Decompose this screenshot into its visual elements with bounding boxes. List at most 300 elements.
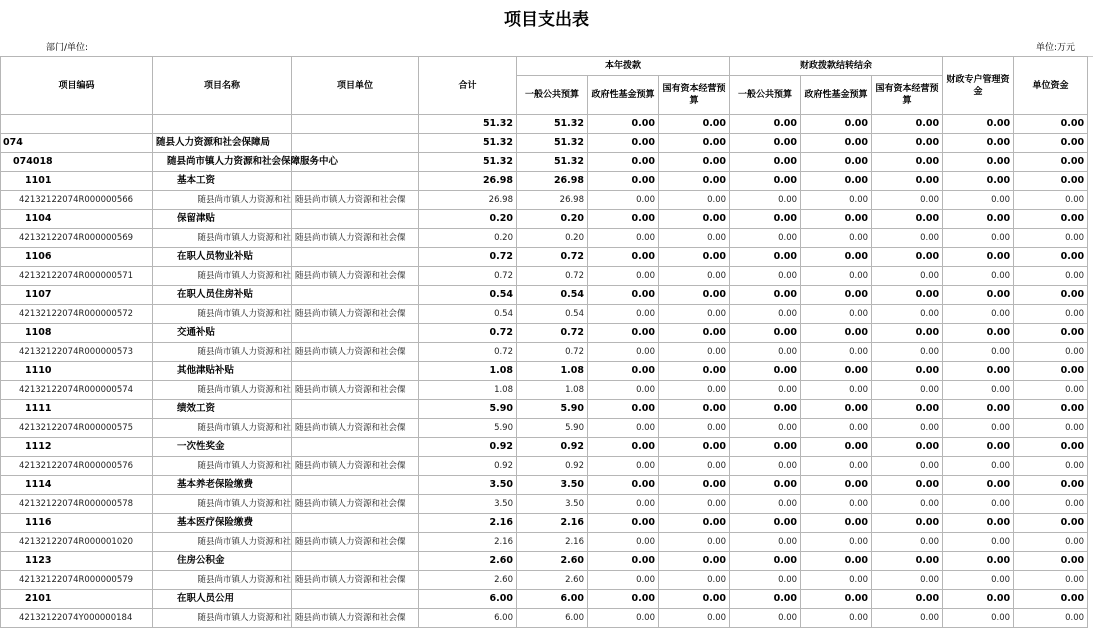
cell-value[interactable]: 0.00 <box>872 248 943 267</box>
cell-value[interactable]: 0.00 <box>659 457 730 476</box>
cell-value[interactable]: 0.00 <box>730 210 801 229</box>
cell-value[interactable]: 0.00 <box>659 609 730 628</box>
cell-value[interactable]: 0.00 <box>588 457 659 476</box>
cell-value[interactable]: 0.00 <box>588 495 659 514</box>
header-carryover[interactable]: 财政拨款结转结余 <box>730 57 943 76</box>
cell-value[interactable]: 0.72 <box>419 324 517 343</box>
cell-value[interactable]: 0.00 <box>943 400 1014 419</box>
cell-value[interactable]: 51.32 <box>419 153 517 172</box>
cell-value[interactable]: 0.54 <box>419 286 517 305</box>
cell-value[interactable]: 0.00 <box>588 172 659 191</box>
cell-value[interactable]: 0.00 <box>730 267 801 286</box>
cell-value[interactable]: 0.00 <box>943 172 1014 191</box>
cell-value[interactable]: 0.00 <box>801 229 872 248</box>
cell-value[interactable]: 0.00 <box>872 153 943 172</box>
cell-value[interactable]: 0.00 <box>659 381 730 400</box>
cell-value[interactable]: 0.00 <box>872 343 943 362</box>
cell-value[interactable]: 2.16 <box>419 533 517 552</box>
cell-value[interactable]: 0.00 <box>872 267 943 286</box>
cell-value[interactable]: 0.00 <box>801 134 872 153</box>
cell-value[interactable]: 0.00 <box>730 514 801 533</box>
cell-value[interactable]: 0.00 <box>943 476 1014 495</box>
cell-code[interactable]: 42132122074R000000573 <box>1 343 153 362</box>
cell-value[interactable]: 0.00 <box>730 115 801 134</box>
cell-value[interactable]: 0.00 <box>1014 343 1088 362</box>
cell-value[interactable]: 0.00 <box>588 514 659 533</box>
cell-value[interactable]: 0.00 <box>730 609 801 628</box>
cell-value[interactable]: 0.00 <box>730 134 801 153</box>
cell-value[interactable]: 5.90 <box>517 419 588 438</box>
header-total[interactable]: 合计 <box>419 57 517 115</box>
cell-value[interactable]: 0.00 <box>588 438 659 457</box>
cell-value[interactable]: 0.00 <box>943 267 1014 286</box>
cell-value[interactable]: 0.00 <box>801 267 872 286</box>
cell-value[interactable]: 0.00 <box>659 305 730 324</box>
cell-value[interactable]: 0.00 <box>943 514 1014 533</box>
cell-value[interactable]: 0.00 <box>872 286 943 305</box>
cell-value[interactable]: 3.50 <box>419 476 517 495</box>
cell-unit[interactable] <box>292 134 419 153</box>
cell-code[interactable]: 2101 <box>1 590 153 609</box>
cell-value[interactable]: 26.98 <box>419 191 517 210</box>
cell-value[interactable]: 2.16 <box>517 533 588 552</box>
cell-value[interactable]: 0.00 <box>730 571 801 590</box>
cell-value[interactable]: 0.00 <box>1014 495 1088 514</box>
cell-value[interactable]: 0.00 <box>872 476 943 495</box>
cell-value[interactable]: 0.00 <box>659 571 730 590</box>
cell-value[interactable]: 0.00 <box>872 552 943 571</box>
cell-value[interactable]: 0.00 <box>801 495 872 514</box>
cell-value[interactable]: 0.00 <box>1014 381 1088 400</box>
cell-value[interactable]: 0.00 <box>588 248 659 267</box>
cell-value[interactable]: 0.00 <box>872 609 943 628</box>
cell-value[interactable]: 51.32 <box>517 153 588 172</box>
cell-value[interactable]: 0.00 <box>730 191 801 210</box>
cell-value[interactable]: 0.00 <box>872 571 943 590</box>
cell-code[interactable]: 1111 <box>1 400 153 419</box>
cell-value[interactable]: 0.00 <box>588 343 659 362</box>
cell-value[interactable]: 0.00 <box>801 381 872 400</box>
cell-value[interactable]: 6.00 <box>419 590 517 609</box>
cell-unit[interactable]: 随县尚市镇人力资源和社会僳 <box>292 229 419 248</box>
cell-value[interactable]: 2.60 <box>517 552 588 571</box>
cell-unit[interactable] <box>292 552 419 571</box>
cell-name[interactable]: 保留津贴 <box>153 210 292 229</box>
cell-code[interactable]: 1112 <box>1 438 153 457</box>
cell-value[interactable]: 0.00 <box>730 457 801 476</box>
cell-value[interactable]: 0.00 <box>872 495 943 514</box>
cell-value[interactable]: 0.00 <box>801 115 872 134</box>
cell-value[interactable]: 0.00 <box>588 229 659 248</box>
cell-value[interactable]: 1.08 <box>419 381 517 400</box>
cell-code[interactable]: 074 <box>1 134 153 153</box>
cell-unit[interactable]: 随县尚市镇人力资源和社会僳 <box>292 457 419 476</box>
cell-value[interactable]: 2.60 <box>419 552 517 571</box>
cell-value[interactable]: 0.00 <box>730 533 801 552</box>
cell-value[interactable]: 0.00 <box>588 191 659 210</box>
cell-value[interactable]: 51.32 <box>517 115 588 134</box>
cell-value[interactable]: 0.54 <box>419 305 517 324</box>
cell-value[interactable]: 2.60 <box>419 571 517 590</box>
cell-value[interactable]: 0.00 <box>943 457 1014 476</box>
cell-value[interactable]: 0.00 <box>872 419 943 438</box>
cell-value[interactable]: 0.00 <box>730 590 801 609</box>
cell-value[interactable]: 0.20 <box>419 229 517 248</box>
cell-name[interactable]: 随县尚市镇人力资源和社 <box>153 495 292 514</box>
cell-name[interactable]: 随县尚市镇人力资源和社 <box>153 381 292 400</box>
cell-value[interactable]: 0.00 <box>588 134 659 153</box>
cell-value[interactable]: 0.00 <box>659 400 730 419</box>
cell-value[interactable]: 6.00 <box>419 609 517 628</box>
cell-value[interactable]: 0.00 <box>943 381 1014 400</box>
cell-name[interactable]: 随县尚市镇人力资源和社 <box>153 609 292 628</box>
cell-value[interactable]: 0.00 <box>801 362 872 381</box>
cell-value[interactable]: 0.00 <box>730 229 801 248</box>
cell-value[interactable]: 0.00 <box>801 438 872 457</box>
cell-value[interactable]: 0.00 <box>730 343 801 362</box>
cell-value[interactable]: 0.00 <box>801 400 872 419</box>
cell-value[interactable]: 0.92 <box>419 438 517 457</box>
cell-value[interactable]: 0.00 <box>943 495 1014 514</box>
cell-unit[interactable]: 随县尚市镇人力资源和社会僳 <box>292 381 419 400</box>
header-gov-fund[interactable]: 政府性基金预算 <box>588 76 659 115</box>
cell-value[interactable]: 0.00 <box>730 419 801 438</box>
cell-name[interactable]: 随县尚市镇人力资源和社会保障服务中心 <box>153 153 292 172</box>
cell-value[interactable]: 6.00 <box>517 609 588 628</box>
cell-value[interactable]: 0.00 <box>1014 210 1088 229</box>
cell-value[interactable]: 0.00 <box>730 552 801 571</box>
cell-value[interactable]: 0.20 <box>517 229 588 248</box>
cell-value[interactable]: 0.00 <box>588 267 659 286</box>
cell-value[interactable]: 0.00 <box>588 476 659 495</box>
cell-value[interactable]: 51.32 <box>517 134 588 153</box>
cell-value[interactable]: 0.00 <box>659 286 730 305</box>
cell-value[interactable]: 0.00 <box>730 305 801 324</box>
cell-value[interactable]: 0.00 <box>730 153 801 172</box>
cell-value[interactable]: 0.00 <box>588 362 659 381</box>
cell-value[interactable]: 1.08 <box>517 362 588 381</box>
cell-value[interactable]: 0.54 <box>517 305 588 324</box>
cell-value[interactable]: 0.00 <box>1014 305 1088 324</box>
cell-value[interactable]: 26.98 <box>517 191 588 210</box>
cell-name[interactable]: 其他津贴补贴 <box>153 362 292 381</box>
cell-unit[interactable] <box>292 172 419 191</box>
cell-value[interactable]: 0.00 <box>1014 571 1088 590</box>
cell-value[interactable]: 0.00 <box>801 552 872 571</box>
cell-value[interactable]: 0.00 <box>943 191 1014 210</box>
cell-value[interactable]: 0.00 <box>943 324 1014 343</box>
cell-code[interactable]: 1104 <box>1 210 153 229</box>
cell-value[interactable]: 0.00 <box>1014 552 1088 571</box>
cell-value[interactable]: 0.00 <box>943 305 1014 324</box>
cell-value[interactable]: 0.00 <box>872 229 943 248</box>
cell-value[interactable]: 0.00 <box>801 305 872 324</box>
cell-value[interactable]: 0.00 <box>943 552 1014 571</box>
cell-value[interactable]: 0.00 <box>943 248 1014 267</box>
cell-value[interactable]: 0.00 <box>659 590 730 609</box>
cell-value[interactable]: 0.00 <box>1014 362 1088 381</box>
cell-code[interactable]: 1107 <box>1 286 153 305</box>
cell-value[interactable]: 0.00 <box>659 476 730 495</box>
cell-code[interactable]: 1123 <box>1 552 153 571</box>
cell-unit[interactable] <box>292 476 419 495</box>
header-name[interactable]: 项目名称 <box>153 57 292 115</box>
cell-value[interactable]: 0.00 <box>1014 476 1088 495</box>
cell-value[interactable]: 2.16 <box>419 514 517 533</box>
cell-value[interactable]: 0.00 <box>943 533 1014 552</box>
cell-value[interactable]: 0.00 <box>588 286 659 305</box>
cell-value[interactable]: 0.00 <box>1014 324 1088 343</box>
cell-unit[interactable] <box>292 590 419 609</box>
cell-value[interactable]: 0.72 <box>517 267 588 286</box>
cell-value[interactable]: 0.00 <box>588 609 659 628</box>
cell-value[interactable]: 0.00 <box>872 438 943 457</box>
cell-value[interactable]: 0.00 <box>588 552 659 571</box>
cell-value[interactable]: 5.90 <box>419 419 517 438</box>
header-carry-general[interactable]: 一般公共预算 <box>730 76 801 115</box>
cell-value[interactable]: 0.00 <box>872 172 943 191</box>
cell-code[interactable] <box>1 115 153 134</box>
cell-unit[interactable]: 随县尚市镇人力资源和社会僳 <box>292 191 419 210</box>
cell-unit[interactable] <box>292 400 419 419</box>
cell-value[interactable]: 0.00 <box>730 362 801 381</box>
cell-value[interactable]: 0.00 <box>1014 248 1088 267</box>
cell-value[interactable]: 0.00 <box>1014 514 1088 533</box>
cell-value[interactable]: 0.00 <box>1014 172 1088 191</box>
cell-value[interactable]: 0.00 <box>659 172 730 191</box>
cell-unit[interactable] <box>292 362 419 381</box>
cell-name[interactable]: 在职人员公用 <box>153 590 292 609</box>
cell-value[interactable]: 0.00 <box>872 590 943 609</box>
cell-unit[interactable]: 随县尚市镇人力资源和社会僳 <box>292 609 419 628</box>
cell-value[interactable]: 0.00 <box>730 248 801 267</box>
cell-value[interactable]: 0.00 <box>801 324 872 343</box>
cell-value[interactable]: 6.00 <box>517 590 588 609</box>
cell-value[interactable]: 0.00 <box>588 115 659 134</box>
header-carry-state-capital[interactable]: 国有资本经营预算 <box>872 76 943 115</box>
cell-value[interactable]: 0.00 <box>730 400 801 419</box>
cell-value[interactable]: 0.00 <box>730 172 801 191</box>
cell-value[interactable]: 0.00 <box>659 134 730 153</box>
cell-value[interactable]: 0.00 <box>943 609 1014 628</box>
cell-unit[interactable]: 随县尚市镇人力资源和社会僳 <box>292 533 419 552</box>
cell-code[interactable]: 42132122074R000000575 <box>1 419 153 438</box>
cell-value[interactable]: 0.00 <box>1014 115 1088 134</box>
cell-code[interactable]: 42132122074R000000576 <box>1 457 153 476</box>
cell-value[interactable]: 0.00 <box>943 571 1014 590</box>
cell-value[interactable]: 0.00 <box>659 229 730 248</box>
cell-name[interactable]: 在职人员物业补贴 <box>153 248 292 267</box>
cell-value[interactable]: 0.00 <box>943 419 1014 438</box>
cell-value[interactable]: 0.00 <box>801 571 872 590</box>
cell-value[interactable]: 51.32 <box>419 115 517 134</box>
cell-value[interactable]: 3.50 <box>517 495 588 514</box>
cell-code[interactable]: 1114 <box>1 476 153 495</box>
cell-value[interactable]: 0.72 <box>517 324 588 343</box>
cell-name[interactable]: 在职人员住房补贴 <box>153 286 292 305</box>
header-current-year[interactable]: 本年拨款 <box>517 57 730 76</box>
cell-value[interactable]: 51.32 <box>419 134 517 153</box>
cell-value[interactable]: 0.72 <box>517 248 588 267</box>
cell-code[interactable]: 42132122074R000000566 <box>1 191 153 210</box>
cell-code[interactable]: 42132122074R000000574 <box>1 381 153 400</box>
cell-value[interactable]: 0.00 <box>1014 286 1088 305</box>
cell-value[interactable]: 0.00 <box>659 419 730 438</box>
cell-value[interactable]: 26.98 <box>517 172 588 191</box>
cell-value[interactable]: 0.00 <box>730 438 801 457</box>
cell-value[interactable]: 0.00 <box>1014 400 1088 419</box>
cell-value[interactable]: 0.20 <box>419 210 517 229</box>
cell-unit[interactable] <box>292 286 419 305</box>
cell-value[interactable]: 0.00 <box>943 362 1014 381</box>
cell-value[interactable]: 0.00 <box>872 514 943 533</box>
cell-value[interactable]: 0.00 <box>659 210 730 229</box>
cell-value[interactable]: 0.00 <box>659 115 730 134</box>
cell-unit[interactable] <box>292 438 419 457</box>
cell-value[interactable]: 0.00 <box>1014 267 1088 286</box>
cell-code[interactable]: 1106 <box>1 248 153 267</box>
cell-value[interactable]: 0.00 <box>872 191 943 210</box>
cell-name[interactable]: 基本养老保险缴费 <box>153 476 292 495</box>
cell-value[interactable]: 0.00 <box>1014 609 1088 628</box>
cell-value[interactable]: 0.54 <box>517 286 588 305</box>
cell-value[interactable]: 0.00 <box>1014 533 1088 552</box>
cell-value[interactable]: 0.00 <box>801 153 872 172</box>
cell-unit[interactable] <box>292 248 419 267</box>
cell-value[interactable]: 0.00 <box>801 419 872 438</box>
cell-value[interactable]: 0.00 <box>659 552 730 571</box>
cell-value[interactable]: 0.00 <box>801 533 872 552</box>
cell-value[interactable]: 0.00 <box>659 191 730 210</box>
cell-value[interactable]: 5.90 <box>517 400 588 419</box>
cell-value[interactable]: 0.00 <box>872 533 943 552</box>
header-state-capital[interactable]: 国有资本经营预算 <box>659 76 730 115</box>
cell-value[interactable]: 0.72 <box>419 343 517 362</box>
cell-code[interactable]: 1101 <box>1 172 153 191</box>
cell-code[interactable]: 1116 <box>1 514 153 533</box>
cell-code[interactable]: 1110 <box>1 362 153 381</box>
cell-value[interactable]: 0.00 <box>872 210 943 229</box>
cell-name[interactable]: 随县尚市镇人力资源和社 <box>153 571 292 590</box>
cell-name[interactable]: 随县尚市镇人力资源和社 <box>153 419 292 438</box>
cell-unit[interactable]: 随县尚市镇人力资源和社会僳 <box>292 495 419 514</box>
cell-value[interactable]: 0.00 <box>943 229 1014 248</box>
cell-name[interactable]: 交通补贴 <box>153 324 292 343</box>
cell-name[interactable]: 随县尚市镇人力资源和社 <box>153 305 292 324</box>
cell-value[interactable]: 0.00 <box>1014 134 1088 153</box>
cell-value[interactable]: 0.00 <box>588 533 659 552</box>
header-general[interactable]: 一般公共预算 <box>517 76 588 115</box>
cell-value[interactable]: 0.92 <box>419 457 517 476</box>
cell-value[interactable]: 0.00 <box>588 419 659 438</box>
cell-value[interactable]: 0.00 <box>872 362 943 381</box>
cell-code[interactable]: 42132122074R000000578 <box>1 495 153 514</box>
cell-value[interactable]: 0.92 <box>517 457 588 476</box>
cell-name[interactable]: 基本工资 <box>153 172 292 191</box>
cell-value[interactable]: 0.00 <box>801 286 872 305</box>
cell-value[interactable]: 0.00 <box>943 115 1014 134</box>
cell-value[interactable]: 0.00 <box>943 438 1014 457</box>
cell-value[interactable]: 26.98 <box>419 172 517 191</box>
cell-value[interactable]: 0.00 <box>943 153 1014 172</box>
cell-value[interactable]: 1.08 <box>517 381 588 400</box>
cell-code[interactable]: 42132122074R000000579 <box>1 571 153 590</box>
cell-value[interactable]: 0.00 <box>872 381 943 400</box>
cell-name[interactable] <box>153 115 292 134</box>
cell-value[interactable]: 0.00 <box>943 343 1014 362</box>
cell-value[interactable]: 0.72 <box>419 248 517 267</box>
cell-value[interactable]: 0.00 <box>801 609 872 628</box>
cell-name[interactable]: 随县尚市镇人力资源和社 <box>153 229 292 248</box>
cell-value[interactable]: 0.00 <box>801 457 872 476</box>
cell-value[interactable]: 0.72 <box>517 343 588 362</box>
cell-value[interactable]: 0.00 <box>801 476 872 495</box>
cell-value[interactable]: 0.00 <box>801 514 872 533</box>
cell-unit[interactable] <box>292 514 419 533</box>
cell-value[interactable]: 0.00 <box>730 495 801 514</box>
cell-unit[interactable] <box>292 210 419 229</box>
cell-value[interactable]: 0.00 <box>659 343 730 362</box>
cell-value[interactable]: 0.00 <box>730 286 801 305</box>
header-special[interactable]: 财政专户管理资金 <box>943 57 1014 115</box>
cell-unit[interactable]: 随县尚市镇人力资源和社会僳 <box>292 419 419 438</box>
header-code[interactable]: 项目编码 <box>1 57 153 115</box>
cell-value[interactable]: 0.00 <box>659 514 730 533</box>
cell-value[interactable]: 3.50 <box>517 476 588 495</box>
cell-value[interactable]: 0.00 <box>588 381 659 400</box>
cell-value[interactable]: 1.08 <box>419 362 517 381</box>
cell-value[interactable]: 0.00 <box>1014 419 1088 438</box>
cell-value[interactable]: 0.00 <box>943 210 1014 229</box>
cell-code[interactable]: 42132122074R000000569 <box>1 229 153 248</box>
cell-value[interactable]: 0.00 <box>659 267 730 286</box>
cell-code[interactable]: 42132122074R000001020 <box>1 533 153 552</box>
cell-value[interactable]: 0.20 <box>517 210 588 229</box>
cell-code[interactable]: 074018 <box>1 153 153 172</box>
cell-value[interactable]: 0.00 <box>872 400 943 419</box>
cell-code[interactable]: 42132122074R000000572 <box>1 305 153 324</box>
header-unit[interactable]: 项目单位 <box>292 57 419 115</box>
cell-value[interactable]: 0.00 <box>730 476 801 495</box>
cell-value[interactable]: 2.16 <box>517 514 588 533</box>
cell-name[interactable]: 随县人力资源和社会保障局 <box>153 134 292 153</box>
cell-code[interactable]: 1108 <box>1 324 153 343</box>
cell-unit[interactable]: 随县尚市镇人力资源和社会僳 <box>292 571 419 590</box>
cell-value[interactable]: 0.00 <box>659 438 730 457</box>
cell-name[interactable]: 随县尚市镇人力资源和社 <box>153 191 292 210</box>
cell-value[interactable]: 0.00 <box>588 153 659 172</box>
cell-value[interactable]: 0.00 <box>801 210 872 229</box>
cell-value[interactable]: 0.00 <box>659 153 730 172</box>
cell-value[interactable]: 0.00 <box>1014 153 1088 172</box>
cell-value[interactable]: 0.00 <box>659 248 730 267</box>
cell-value[interactable]: 0.00 <box>588 400 659 419</box>
cell-value[interactable]: 0.00 <box>1014 590 1088 609</box>
cell-unit[interactable]: 随县尚市镇人力资源和社会僳 <box>292 267 419 286</box>
cell-value[interactable]: 3.50 <box>419 495 517 514</box>
cell-name[interactable]: 住房公积金 <box>153 552 292 571</box>
cell-name[interactable]: 基本医疗保险缴费 <box>153 514 292 533</box>
cell-value[interactable]: 0.00 <box>659 495 730 514</box>
cell-value[interactable]: 0.00 <box>872 457 943 476</box>
cell-value[interactable]: 0.00 <box>588 324 659 343</box>
cell-value[interactable]: 0.00 <box>943 134 1014 153</box>
cell-value[interactable]: 0.00 <box>659 324 730 343</box>
cell-value[interactable]: 5.90 <box>419 400 517 419</box>
cell-value[interactable]: 0.00 <box>872 305 943 324</box>
cell-name[interactable]: 随县尚市镇人力资源和社 <box>153 457 292 476</box>
cell-unit[interactable] <box>292 115 419 134</box>
